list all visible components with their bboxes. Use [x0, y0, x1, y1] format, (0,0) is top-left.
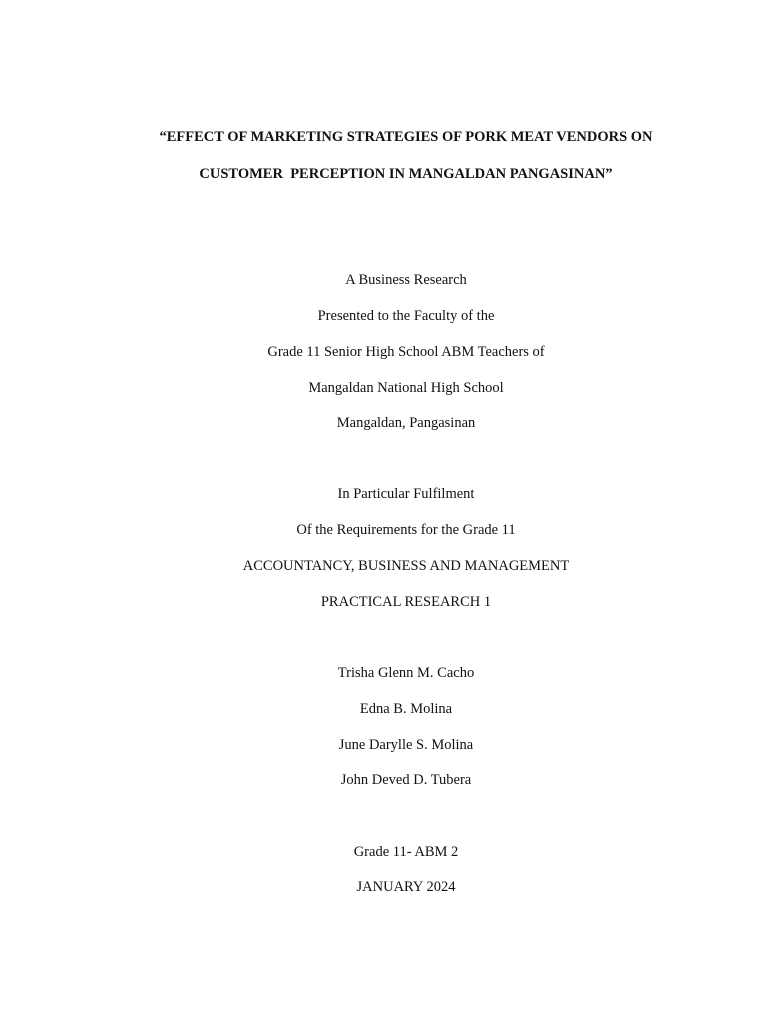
presentation-line-5: Mangaldan, Pangasinan — [336, 415, 476, 431]
section-label: Grade 11- ABM 2 — [353, 844, 459, 860]
title-line-2: CUSTOMER PERCEPTION IN MANGALDAN PANGASINAN” — [199, 166, 613, 182]
fulfilment-line-1: In Particular Fulfilment — [337, 486, 475, 502]
fulfilment-line-4: PRACTICAL RESEARCH 1 — [320, 594, 492, 610]
presentation-line-4: Mangaldan National High School — [308, 380, 504, 396]
date-label: JANUARY 2024 — [356, 879, 456, 895]
presentation-line-2: Presented to the Faculty of the — [317, 308, 495, 324]
title-line-1: “EFFECT OF MARKETING STRATEGIES OF PORK MEAT VENDORS ON — [159, 129, 653, 145]
presentation-line-1: A Business Research — [345, 272, 467, 288]
presentation-line-3: Grade 11 Senior High School ABM Teachers of — [267, 344, 545, 360]
author-3: June Darylle S. Molina — [338, 737, 474, 753]
author-1: Trisha Glenn M. Cacho — [337, 665, 475, 681]
fulfilment-line-3: ACCOUNTANCY, BUSINESS AND MANAGEMENT — [242, 558, 570, 574]
author-4: John Deved D. Tubera — [340, 772, 472, 788]
author-2: Edna B. Molina — [359, 701, 453, 717]
fulfilment-line-2: Of the Requirements for the Grade 11 — [296, 522, 516, 538]
